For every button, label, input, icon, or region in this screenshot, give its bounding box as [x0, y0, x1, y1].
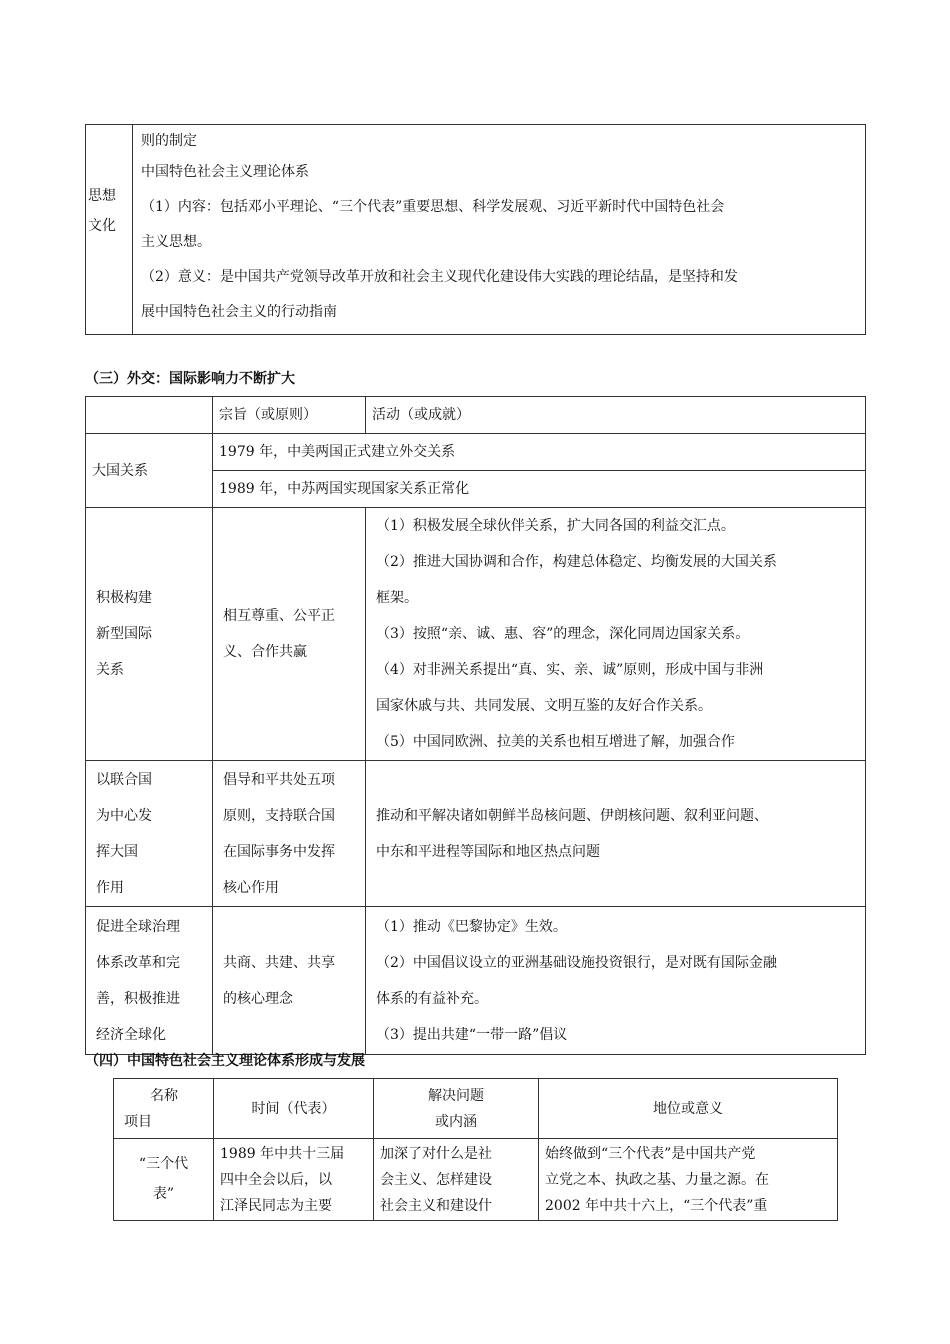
section-heading-theory: （四）中国特色社会主义理论体系形成与发展 [85, 1053, 365, 1069]
activity-line: （2）中国倡议设立的亚洲基础设施投资银行，是对既有国际金融 [376, 954, 777, 971]
label-line: 新型国际 [96, 626, 152, 642]
category-cell [86, 125, 133, 335]
great-power-label: 大国关系 [86, 434, 213, 508]
un-principle [213, 761, 366, 907]
significance-line: 2002 年中共十六上，“三个代表”重 [545, 1198, 768, 1214]
activity-line: （2）推进大国协调和合作，构建总体稳定、均衡发展的大国关系 [376, 554, 777, 570]
great-power-event: 1979 年，中美两国正式建立外交关系 [213, 434, 866, 471]
table-header-row [114, 1079, 838, 1139]
thought-culture-table [85, 124, 866, 335]
activity-line: 体系的有益补充。 [376, 990, 488, 1007]
header-line: 名称 [150, 1087, 178, 1104]
label-line: 为中心发 [96, 807, 152, 824]
table-row [114, 1139, 838, 1221]
governance-principle [213, 907, 366, 1055]
new-relations-label [86, 508, 213, 761]
header-significance: 地位或意义 [539, 1079, 838, 1139]
table-row [86, 508, 866, 761]
un-label [86, 761, 213, 907]
activity-line: （1）积极发展全球伙伴关系，扩大同各国的利益交汇点。 [376, 518, 735, 534]
category-line: 思想 [88, 188, 116, 204]
activity-line: （1）推动《巴黎协定》生效。 [376, 918, 567, 935]
header-name-item [114, 1079, 214, 1139]
activity-line: 框架。 [376, 590, 418, 606]
activity-line: 中东和平进程等国际和地区热点问题 [376, 843, 600, 860]
table-header-row [86, 397, 866, 434]
content-line: （2）意义：是中国共产党领导改革开放和社会主义现代化建设伟大实践的理论结晶，是坚持和发 [141, 269, 738, 285]
principle-line: 共商、共建、共享 [223, 954, 335, 971]
time-line: 四中全会以后，以 [220, 1172, 332, 1188]
content-line: 则的制定 [141, 133, 197, 149]
activity-line: （5）中国同欧洲、拉美的关系也相互增进了解，加强合作 [376, 734, 735, 750]
header-principle: 宗旨（或原则） [213, 397, 366, 434]
principle-line: 原则，支持联合国 [223, 807, 335, 824]
content-line: 中国特色社会主义理论体系 [141, 164, 309, 180]
three-represents-time [214, 1139, 374, 1221]
activity-line: （3）提出共建“一带一路”倡议 [376, 1026, 568, 1043]
principle-line: 相互尊重、公平正 [223, 608, 335, 624]
table-row [86, 761, 866, 907]
three-represents-content [374, 1139, 539, 1221]
section-heading-diplomacy: （三）外交：国际影响力不断扩大 [85, 371, 295, 387]
great-power-event: 1989 年，中苏两国实现国家关系正常化 [213, 471, 866, 508]
time-line: 江泽民同志为主要 [220, 1198, 332, 1214]
activity-line: 国家休戚与共、共同发展、文明互鉴的友好合作关系。 [376, 698, 712, 714]
significance-line: 始终做到“三个代表”是中国共产党 [545, 1146, 756, 1162]
content-line: 社会主义和建设什 [380, 1198, 492, 1214]
label-line: 作用 [96, 879, 124, 896]
label-line: 关系 [96, 662, 124, 678]
principle-line: 倡导和平共处五项 [223, 771, 335, 788]
header-line: 或内涵 [435, 1113, 477, 1130]
un-activities [366, 761, 866, 907]
header-activity: 活动（或成就） [366, 397, 866, 434]
principle-line: 的核心理念 [223, 990, 293, 1007]
governance-activities [366, 907, 866, 1055]
content-line: 主义思想。 [141, 234, 211, 250]
new-relations-principle [213, 508, 366, 761]
header-line: 项目 [124, 1113, 152, 1130]
label-line: 积极构建 [96, 590, 152, 606]
three-represents-name [114, 1139, 214, 1221]
label-line: 体系改革和完 [96, 954, 180, 971]
name-line: 表” [152, 1186, 175, 1202]
diplomacy-table [85, 396, 866, 1055]
three-represents-significance [539, 1139, 838, 1221]
governance-label [86, 907, 213, 1055]
header-empty-cell [86, 397, 213, 434]
activity-line: （3）按照“亲、诚、惠、容”的理念，深化同周边国家关系。 [376, 626, 750, 642]
content-cell [133, 125, 866, 335]
principle-line: 核心作用 [223, 879, 279, 896]
significance-line: 立党之本、执政之基、力量之源。在 [545, 1172, 769, 1188]
header-time: 时间（代表） [214, 1079, 374, 1139]
label-line: 促进全球治理 [96, 918, 180, 935]
principle-line: 在国际事务中发挥 [223, 843, 335, 860]
name-line: “三个代 [138, 1156, 189, 1172]
label-line: 以联合国 [96, 771, 152, 788]
content-line: 加深了对什么是社 [380, 1146, 492, 1162]
activity-line: 推动和平解决诸如朝鲜半岛核问题、伊朗核问题、叙利亚问题、 [376, 807, 768, 824]
category-line: 文化 [88, 218, 116, 234]
label-line: 善，积极推进 [96, 990, 180, 1007]
table-row [86, 434, 866, 471]
header-content [374, 1079, 539, 1139]
label-line: 经济全球化 [96, 1026, 166, 1043]
theory-table [113, 1078, 838, 1221]
table-row [86, 125, 866, 335]
principle-line: 义、合作共赢 [223, 644, 307, 660]
new-relations-activities [366, 508, 866, 761]
content-line: 会主义、怎样建设 [380, 1172, 492, 1188]
activity-line: （4）对非洲关系提出“真、实、亲、诚”原则，形成中国与非洲 [376, 662, 764, 678]
content-line: （1）内容：包括邓小平理论、“三个代表”重要思想、科学发展观、习近平新时代中国特色社会 [141, 199, 725, 215]
label-line: 挥大国 [96, 843, 138, 860]
time-line: 1989 年中共十三届 [220, 1146, 345, 1162]
content-line: 展中国特色社会主义的行动指南 [141, 304, 337, 320]
table-row [86, 907, 866, 1055]
header-line: 解决问题 [428, 1087, 484, 1104]
